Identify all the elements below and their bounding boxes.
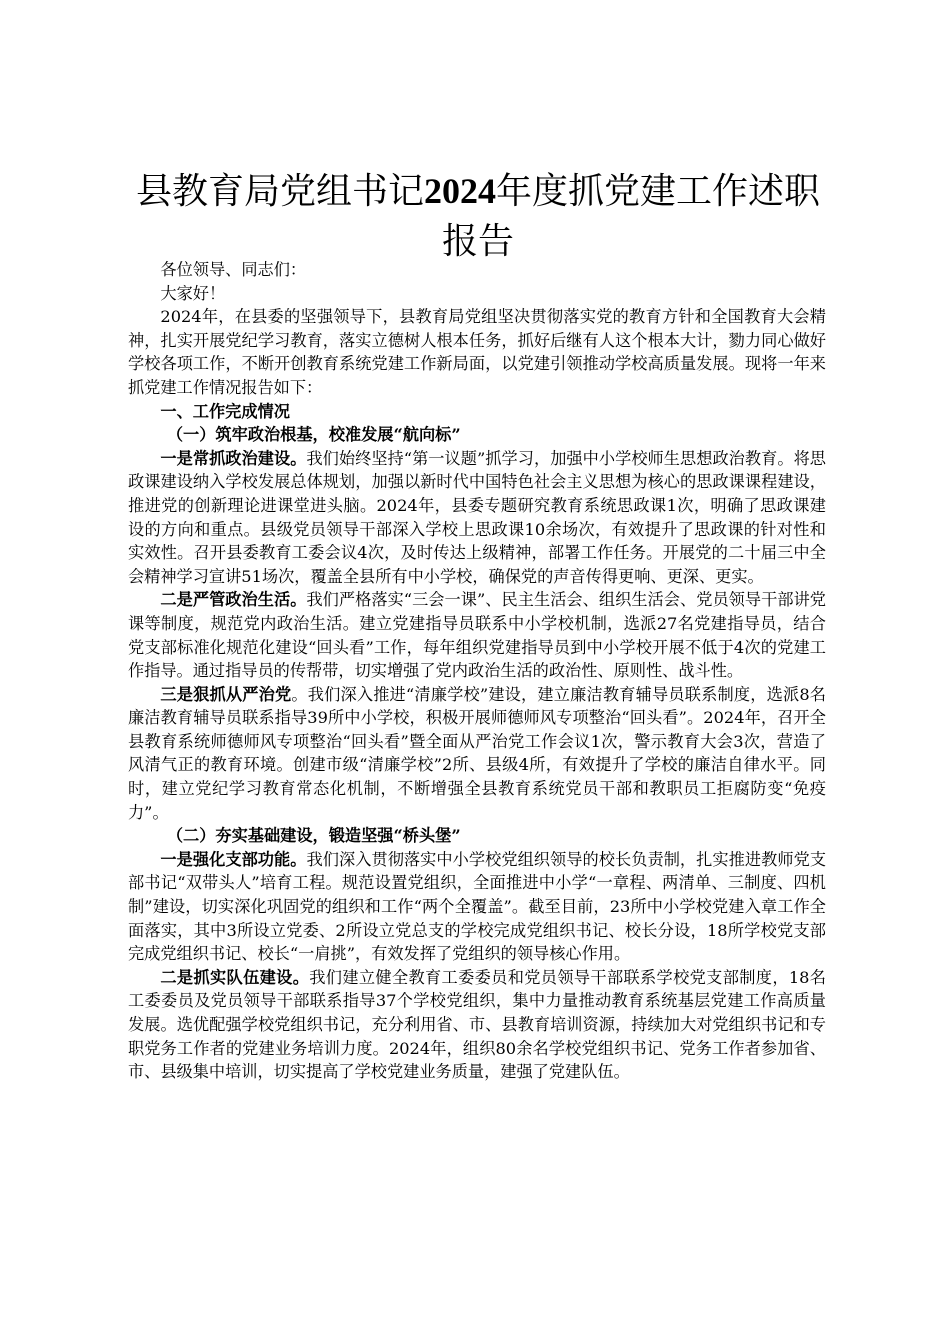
paragraph-text: 我们始终坚持“第一议题”抓学习，加强中小学校师生思想政治教育。将思政课建设纳入学校发展总体规划，加强以新时代中国特色社会主义思想为核心的思政课课程建设，推进党的创新理论进课堂进头脑。2024年，县委专题研究教育系统思政课1次，明确了思政课建设的方向和重点。县级党员领导干部深入学校上思政课10余场次，有效提升了思政课的针对性和实效性。召开县委教育工委会议4次，及时传达上级精神，部署工作任务。开展党的二十届三中全会精神学习宣讲51场次，覆盖全县所有中小学校，确保党的声音传得更响、更深、更实。 — [128, 448, 826, 586]
subsection-heading-2: （二）夯实基础建设，锻造坚强“桥头堡” — [166, 826, 461, 846]
paragraph-lead: 三是狠抓从严治党 — [160, 684, 292, 704]
paragraph-lead: 二是严管政治生活。 — [160, 590, 307, 610]
section-heading-1: 一、工作完成情况 — [160, 401, 290, 421]
paragraph-lead: 一是常抓政治建设。 — [160, 448, 307, 468]
paragraph-text: 我们深入贯彻落实中小学校党组织领导的校长负责制，扎实推进教师党支部书记“双带头人”培育工程。规范设置党组织，全面推进中小学“一章程、两清单、三制度、四机制”建设，切实深化巩固党的组织和工作“两个全覆盖”。截至目前，23所中小学校党建入章工作全面落实，其中3所设立党委、2所设立党总支的学校完成党组织书记、校长分设，18所学校党支部完成党组织书记、校长“一肩挑”，有效发挥了党组织的领导核心作用。 — [128, 849, 827, 964]
paragraph-text: 我们建立健全教育工委委员和党员领导干部联系学校党支部制度，18名工委委员及党员领导干部联系指导37个学校党组织，集中力量推动教育系统基层党建工作高质量发展。选优配强学校党组织书记，充分利用省、市、县教育培训资源，持续加大对党组织书记和专职党务工作者的党建业务培训力度。2024年，组织80余名学校党组织书记、党务工作者参加省、市、县级集中培训，切实提高了学校党建业务质量，建强了党建队伍。 — [128, 967, 826, 1082]
subsection-heading-1: （一）筑牢政治根基，校准发展“航向标” — [166, 425, 461, 445]
title-text-b: 年度抓党建工作述职 — [496, 171, 821, 212]
title-text-a: 县教育局党组书记 — [135, 171, 424, 212]
paragraph-lead: 一是强化支部功能。 — [160, 849, 307, 869]
paragraph-strict-governance — [128, 683, 826, 825]
document-title — [128, 166, 828, 267]
document-body — [128, 258, 826, 1084]
paragraph-text: 我们严格落实“三会一课”、民主生活会、组织生活会、党员领导干部讲党课等制度，规范党内政治生活。建立党建指导员联系中小学校机制，选派27名党建指导员，结合党支部标准化规范化建设“回头看”工作，每年组织党建指导员到中小学校开展不低于4次的党建工作指导。通过指导员的传帮带，切实增强了党内政治生活的政治性、原则性、战斗性。 — [128, 590, 826, 681]
greeting: 大家好！ — [160, 283, 226, 303]
title-line-2: 报告 — [441, 221, 514, 262]
intro-paragraph: 2024年，在县委的坚强领导下，县教育局党组坚决贯彻落实党的教育方针和全国教育大会精神，扎实开展党纪学习教育，落实立德树人根本任务，抓好后继有人这个根本大计，勠力同心做好学校各项工作，不断开创教育系统党建工作新局面，以党建引领推动学校高质量发展。现将一年来抓党建工作情况报告如下： — [128, 307, 826, 397]
paragraph-political-life — [128, 588, 826, 682]
paragraph-team-building — [128, 966, 826, 1084]
salutation: 各位领导、同志们： — [160, 260, 307, 279]
paragraph-lead: 二是抓实队伍建设。 — [160, 967, 310, 987]
paragraph-branch-function — [128, 848, 826, 966]
paragraph-political-building — [128, 447, 826, 589]
paragraph-text: 。我们深入推进“清廉学校”建设，建立廉洁教育辅导员联系制度，选派8名廉洁教育辅导员联系指导39所中小学校，积极开展师德师风专项整治“回头看”。2024年，召开全县教育系统师德师风专项整治“回头看”暨全面从严治党工作会议1次，警示教育大会3次，营造了风清气正的教育环境。创建市级“清廉学校”2所、县级4所，有效提升了学校的廉洁自律水平。同时，建立党纪学习教育常态化机制，不断增强全县教育系统党员干部和教职员工拒腐防变“免疫力”。 — [128, 684, 826, 822]
title-year: 2024 — [424, 171, 496, 211]
